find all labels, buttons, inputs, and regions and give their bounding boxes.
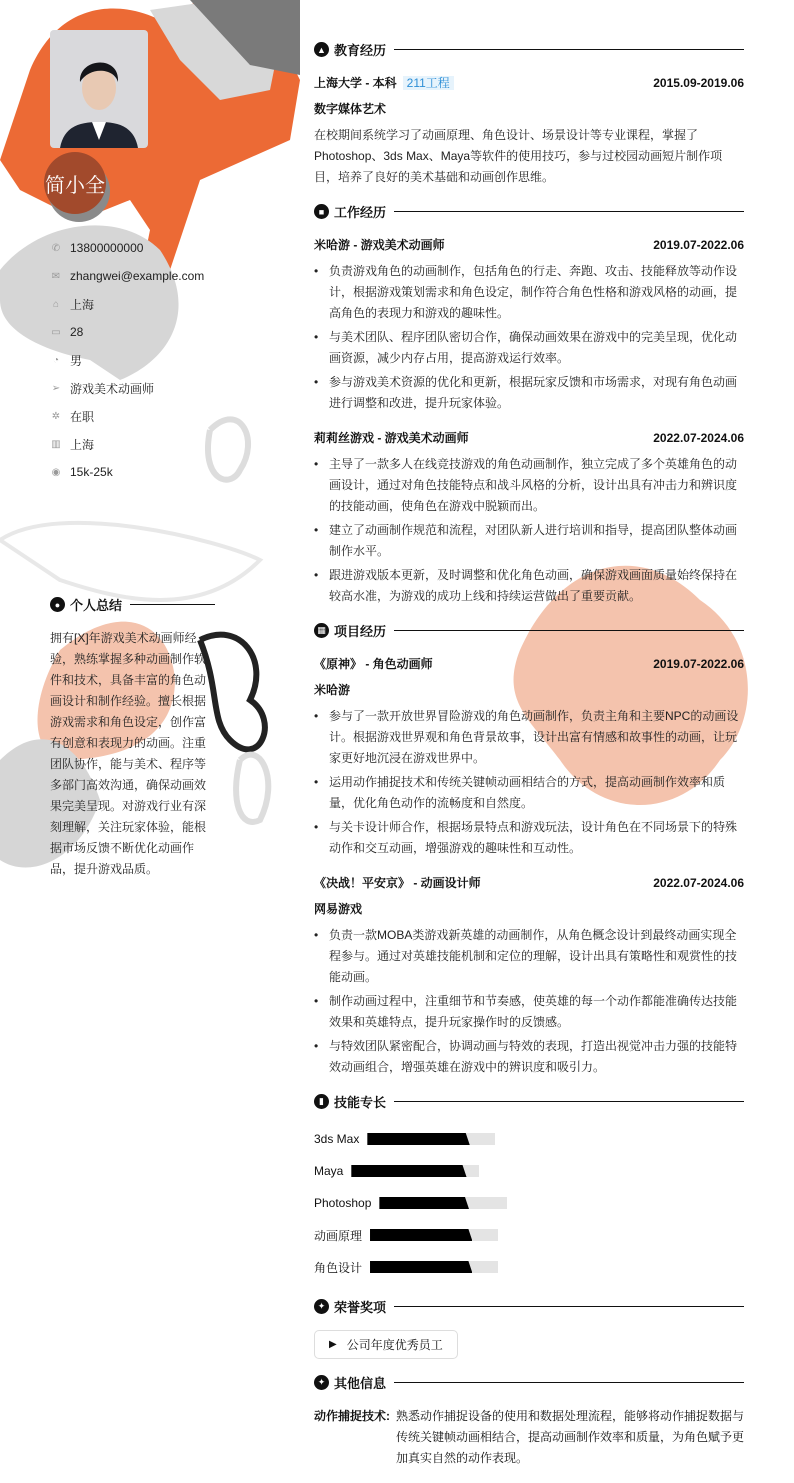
- contact-value: 上海: [70, 437, 95, 452]
- project-row: [314, 873, 744, 893]
- person-portrait-icon: [50, 30, 148, 148]
- section-title: 技能专长: [334, 1095, 387, 1110]
- major: 数字媒体艺术: [314, 102, 387, 116]
- contact-value: 上海: [70, 297, 95, 312]
- skill-bar: [367, 1133, 495, 1145]
- contact-item: [50, 458, 220, 486]
- bullet-item: • 运用动作捕捉技术和传统关键帧动画相结合的方式，提高动画制作效率和质量，优化角色动作的流畅度和自然度。: [314, 772, 744, 814]
- contact-value: 男: [70, 353, 83, 368]
- contact-value: 游戏美术动画师: [70, 381, 155, 396]
- bullet-item: • 参与游戏美术资源的优化和更新，根据玩家反馈和市场需求，对现有角色动画进行调整和改进，提升玩家体验。: [314, 372, 744, 414]
- contact-value: zhangwei@example.com: [70, 269, 205, 283]
- contact-item: [50, 430, 220, 458]
- project-title: 《决战！平安京》 - 动画设计师: [314, 876, 481, 890]
- summary-section: [50, 595, 215, 880]
- education-item: [314, 73, 744, 188]
- bullet-item: • 与特效团队紧密配合，协调动画与特效的表现，打造出视觉冲击力强的技能特效动画组合，增强英雄在游戏中的辨识度和吸引力。: [314, 1036, 744, 1078]
- phone-icon: ✆: [51, 242, 61, 254]
- education-row: [314, 73, 744, 93]
- bullet-item: • 主导了一款多人在线竞技游戏的角色动画制作，独立完成了多个英雄角色的动画设计，通过对角色技能特点和战斗风格的分析，设计出具有冲击力和辨识度的技能动画，使角色在游戏中脱颖而出。: [314, 454, 744, 517]
- home-icon: ⌂: [52, 298, 60, 310]
- award-name: 公司年度优秀员工: [346, 1338, 443, 1352]
- divider: [394, 1382, 744, 1383]
- send-icon: ➢: [51, 382, 61, 394]
- salary-icon: ◉: [51, 466, 61, 478]
- divider: [394, 1306, 744, 1307]
- other-value: 熟悉动作捕捉设备的使用和数据处理流程，能够将动作捕捉数据与传统关键帧动画相结合，提高动画制作效率和质量，为角色赋予更加真实自然的动作表现。: [396, 1409, 745, 1465]
- skill-bar-fill: [379, 1197, 469, 1209]
- bullet-list: [314, 925, 744, 1078]
- skill-bar-fill: [370, 1261, 472, 1273]
- bullet-item: • 负责一款MOBA类游戏新英雄的动画制作，从角色概念设计到最终动画实现全程参与。通过对英雄技能机制和定位的理解，设计出具有策略性和观赏性的技能动画。: [314, 925, 744, 988]
- contact-item: [50, 374, 220, 402]
- summary-text: 拥有[X]年游戏美术动画师经验，熟练掌握多种动画制作软件和技术，具备丰富的角色动画设计和制作经验。擅长根据游戏需求和角色设定，创作富有创意和表现力的动画。注重团队协作，能与美术、程序等多部门高效沟通，确保动画效果完美呈现。对游戏行业有深刻理解，关注玩家体验，能根据市场反馈不断优化动画作品，提升游戏品质。: [50, 631, 207, 876]
- contact-list: [50, 234, 220, 486]
- grid-icon: ▦: [314, 623, 329, 638]
- skill-name: 角色设计: [314, 1260, 363, 1275]
- bullet-list: [314, 454, 744, 607]
- contact-value: 在职: [70, 409, 95, 424]
- award-icon: ✦: [314, 1299, 329, 1314]
- contact-value: 15k-25k: [70, 465, 113, 479]
- divider: [394, 211, 744, 212]
- divider: [394, 630, 744, 631]
- date: 2019.07-2022.06: [653, 657, 744, 671]
- section-title: 个人总结: [70, 598, 123, 613]
- bullet-item: • 跟进游戏版本更新，及时调整和优化角色动画，确保游戏画面质量始终保持在较高水准，为游戏的成功上线和持续运营做出了重要贡献。: [314, 565, 744, 607]
- section-title: 教育经历: [334, 43, 387, 58]
- skill-bar: [370, 1261, 498, 1273]
- project-item: [314, 654, 744, 859]
- skill-item: [314, 1123, 534, 1155]
- bar-chart-icon: ▮: [314, 1094, 329, 1109]
- skill-name: Maya: [314, 1164, 344, 1178]
- section-title: 其他信息: [334, 1376, 387, 1391]
- skill-name: Photoshop: [314, 1196, 372, 1210]
- bullet-item: • 参与了一款开放世界冒险游戏的角色动画制作，负责主角和主要NPC的动画设计。根据游戏世界观和角色背景故事，设计出富有情感和故事性的动画，让玩家更好地沉浸在游戏世界中。: [314, 706, 744, 769]
- skill-item: [314, 1187, 534, 1219]
- graduation-cap-icon: ▲: [314, 42, 329, 57]
- user-icon: ●: [50, 597, 65, 612]
- work-row: [314, 428, 744, 448]
- bullet-item: • 建立了动画制作规范和流程，对团队新人进行培训和指导，提高团队整体动画制作水平。: [314, 520, 744, 562]
- project-title: 《原神》 - 角色动画师: [314, 657, 433, 671]
- work-row: [314, 235, 744, 255]
- skill-bar: [370, 1229, 498, 1241]
- skills-section: [314, 1092, 744, 1283]
- section-header: [314, 202, 744, 221]
- contact-item: [50, 318, 220, 346]
- section-header: [314, 1373, 744, 1392]
- section-title: 项目经历: [334, 624, 387, 639]
- bullet-list: [314, 261, 744, 414]
- section-title: 荣誉奖项: [334, 1300, 387, 1315]
- contact-item: [50, 290, 220, 318]
- divider: [130, 604, 215, 605]
- main-content: [314, 40, 744, 1483]
- job-title: 米哈游 - 游戏美术动画师: [314, 238, 445, 252]
- company: 米哈游: [314, 683, 351, 697]
- skill-name: 动画原理: [314, 1228, 363, 1243]
- job-title: 莉莉丝游戏 - 游戏美术动画师: [314, 431, 469, 445]
- bullet-item: • 与关卡设计师合作，根据场景特点和游戏玩法，设计角色在不同场景下的特殊动作和交互动画，增强游戏的趣味性和互动性。: [314, 817, 744, 859]
- date: 2015.09-2019.06: [653, 76, 744, 90]
- other-section: [314, 1373, 744, 1469]
- section-header: [314, 621, 744, 640]
- awards-section: [314, 1297, 744, 1359]
- skill-list: [314, 1123, 744, 1283]
- skill-item: [314, 1251, 534, 1283]
- project-item: [314, 873, 744, 1078]
- skill-bar-fill: [351, 1165, 466, 1177]
- briefcase-icon: ■: [314, 204, 329, 219]
- projects-section: [314, 621, 744, 1078]
- contact-item: [50, 262, 220, 290]
- contact-item: [50, 402, 220, 430]
- divider: [394, 1101, 744, 1102]
- bullet-list: [314, 706, 744, 859]
- education-section: [314, 40, 744, 188]
- skill-bar-fill: [367, 1133, 469, 1145]
- contact-value: 13800000000: [70, 241, 144, 255]
- skill-name: 3ds Max: [314, 1132, 360, 1146]
- profile-photo: [50, 30, 148, 148]
- bullet-item: • 制作动画过程中，注重细节和节奏感，使英雄的每一个动作都能准确传达技能效果和英雄特点，提升玩家操作时的反馈感。: [314, 991, 744, 1033]
- other-key: 动作捕捉技术:: [314, 1409, 390, 1423]
- info-icon: ✦: [314, 1375, 329, 1390]
- skill-bar: [379, 1197, 507, 1209]
- skill-item: [314, 1155, 534, 1187]
- description: 在校期间系统学习了动画原理、角色设计、场景设计等专业课程，掌握了Photoshop、3ds Max、Maya等软件的使用技巧，参与过校园动画短片制作项目，培养了良好的美术基础和动画创作思维。: [314, 128, 723, 184]
- section-title: 工作经历: [334, 205, 387, 220]
- work-item: [314, 235, 744, 414]
- work-item: [314, 428, 744, 607]
- company: 网易游戏: [314, 902, 363, 916]
- skill-bar-fill: [370, 1229, 472, 1241]
- skill-item: [314, 1219, 534, 1251]
- skill-bar: [351, 1165, 479, 1177]
- contact-value: 28: [70, 325, 84, 339]
- section-header: [314, 40, 744, 59]
- contact-item: [50, 234, 220, 262]
- school-tag: 211工程: [403, 76, 454, 90]
- school: 上海大学 - 本科: [314, 76, 397, 90]
- bullet-item: • 负责游戏角色的动画制作，包括角色的行走、奔跑、攻击、技能释放等动作设计，根据游戏策划需求和角色设定，制作符合角色性格和游戏风格的动画，提高角色的表现力和游戏的趣味性。: [314, 261, 744, 324]
- award-item[interactable]: [314, 1330, 458, 1359]
- divider: [394, 49, 744, 50]
- gender-icon: ◔: [52, 354, 60, 366]
- section-header: [314, 1297, 744, 1316]
- building-icon: ▥: [51, 438, 61, 450]
- candidate-name: 简小全: [44, 152, 106, 214]
- work-section: [314, 202, 744, 607]
- school-name: [314, 73, 454, 93]
- date: 2019.07-2022.06: [653, 238, 744, 252]
- bullet-item: • 与美术团队、程序团队密切合作，确保动画效果在游戏中的完美呈现，优化动画资源，减少内存占用，提高游戏运行效率。: [314, 327, 744, 369]
- date: 2022.07-2024.06: [653, 431, 744, 445]
- status-icon: ✲: [51, 410, 61, 422]
- play-triangle-icon: ▶: [329, 1339, 337, 1350]
- other-item: [314, 1406, 744, 1469]
- date: 2022.07-2024.06: [653, 876, 744, 890]
- contact-item: [50, 346, 220, 374]
- project-row: [314, 654, 744, 674]
- section-header: [314, 1092, 744, 1111]
- age-icon: ▭: [51, 326, 61, 338]
- mail-icon: ✉: [51, 270, 61, 282]
